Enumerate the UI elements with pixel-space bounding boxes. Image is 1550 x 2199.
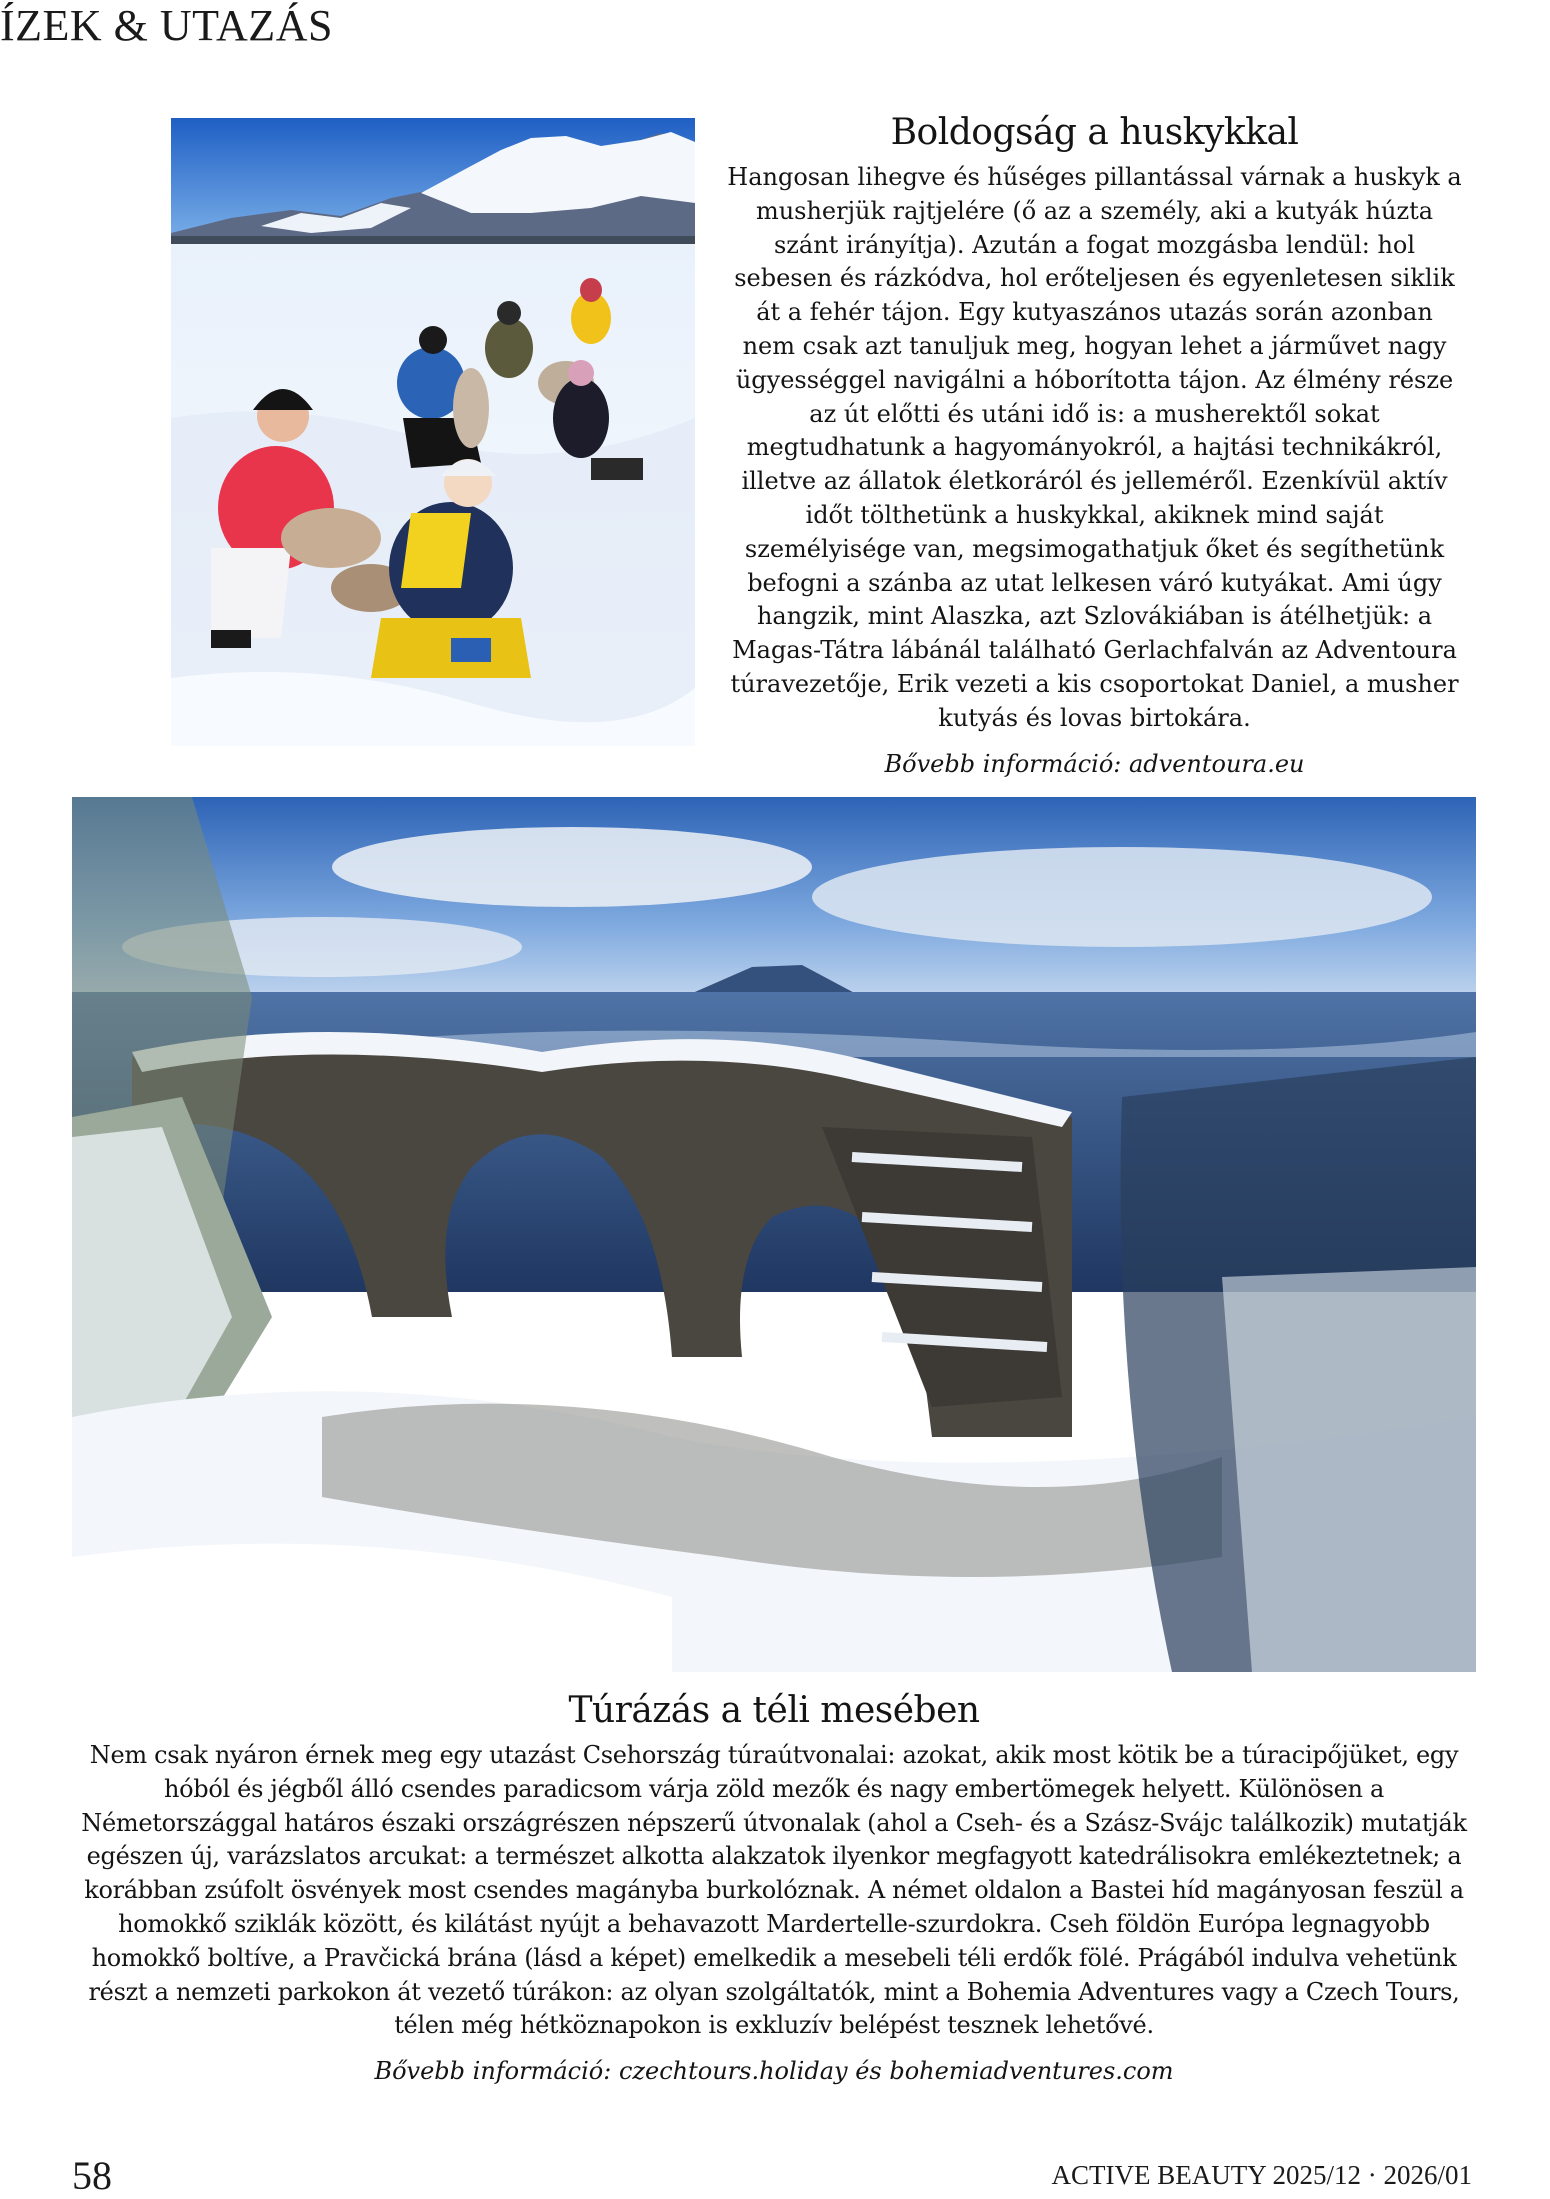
story-huskies-body: Hangosan lihegve és hűséges pillantással várnak a huskyk a musherjük rajtjelére (ő az a személy, aki a kutyák húzta szánt irányítja). Azután a fogat mozgásba lendül: hol sebesen és rázkódva, hol erőteljesen és egyenletesen siklik át a fehér tájon. Egy kutyaszános utazás során azonban nem csak azt tanuljuk meg, hogyan lehet a járművet nagy ügyességgel navigálni a hóborította tájon. Az élmény része az út előtti és utáni idő is: a musherektől sokat megtudhatunk a hagyományokról, a hajtási technikákról, illetve az állatok életkoráról és jelleméről. Ezenkívül aktív időt tölthetünk a huskykkal, akiknek mind saját személyisége van, megsimogathatjuk őket és segíthetünk befogni a szánba az utat lelkesen váró kutyákat. Ami úgy hangzik, mint Alaszka, azt Szlovákiában is átélhetjük: a Magas-Tátra lábánál található Gerlachfalván az Adventoura túravezetője, Erik vezeti a kis csoportokat Daniel, a musher kutyás és lovas birtokára. — [727, 163, 1462, 732]
husky-photo — [171, 118, 695, 746]
story-winter-hiking-body: Nem csak nyáron érnek meg egy utazást Csehország túraútvonalai: azokat, akik most kötik be a túracipőjüket, egy hóból és jégből álló csendes paradicsom várja zöld mezők és nagy embertömegek helyett. Különösen a Németországgal határos északi országrészen népszerű útvonalak (ahol a Cseh- és a Szász-Svájc találkozik) mutatják egészen új, varázslatos arcukat: a természet alkotta alakzatok ilyenkor megfagyott katedrálisokra emlékeztetnek; a korábban zsúfolt ösvények most csendes magányba burkolóznak. A német oldalon a Bastei híd magányosan feszül a homokkő sziklák között, és kilátást nyújt a behavazott Mardertelle-szurdokra. Cseh földön Európa legnagyobb homokkő boltíve, a Pravčická brána (lásd a képet) emelkedik a mesebeli téli erdők fölé. Prágából indulva vehetünk részt a nemzeti parkokon át vezető túrákon: az olyan szolgáltatók, mint a Bohemia Adventures vagy a Czech Tours, télen még hétköznapokon is exkluzív belépést tesznek lehetővé. — [81, 1741, 1467, 2040]
story-huskies-more-info: Bővebb információ: adventoura.eu — [884, 749, 1305, 778]
story-winter-hiking-more-info: Bővebb információ: czechtours.holiday és bohemiadventures.com — [374, 2057, 1174, 2086]
story-winter-hiking — [72, 1690, 1476, 2085]
page-number: 58 — [72, 2153, 112, 2198]
story-huskies-title: Boldogság a huskykkal — [890, 112, 1299, 153]
story-huskies — [727, 112, 1462, 778]
story-winter-hiking-title: Túrázás a téli mesében — [568, 1690, 980, 1731]
rock-arch-photo — [72, 797, 1476, 1672]
section-label: ÍZEK & UTAZÁS — [0, 1, 333, 50]
magazine-issue: ACTIVE BEAUTY 2025/12 · 2026/01 — [1051, 2160, 1472, 2190]
